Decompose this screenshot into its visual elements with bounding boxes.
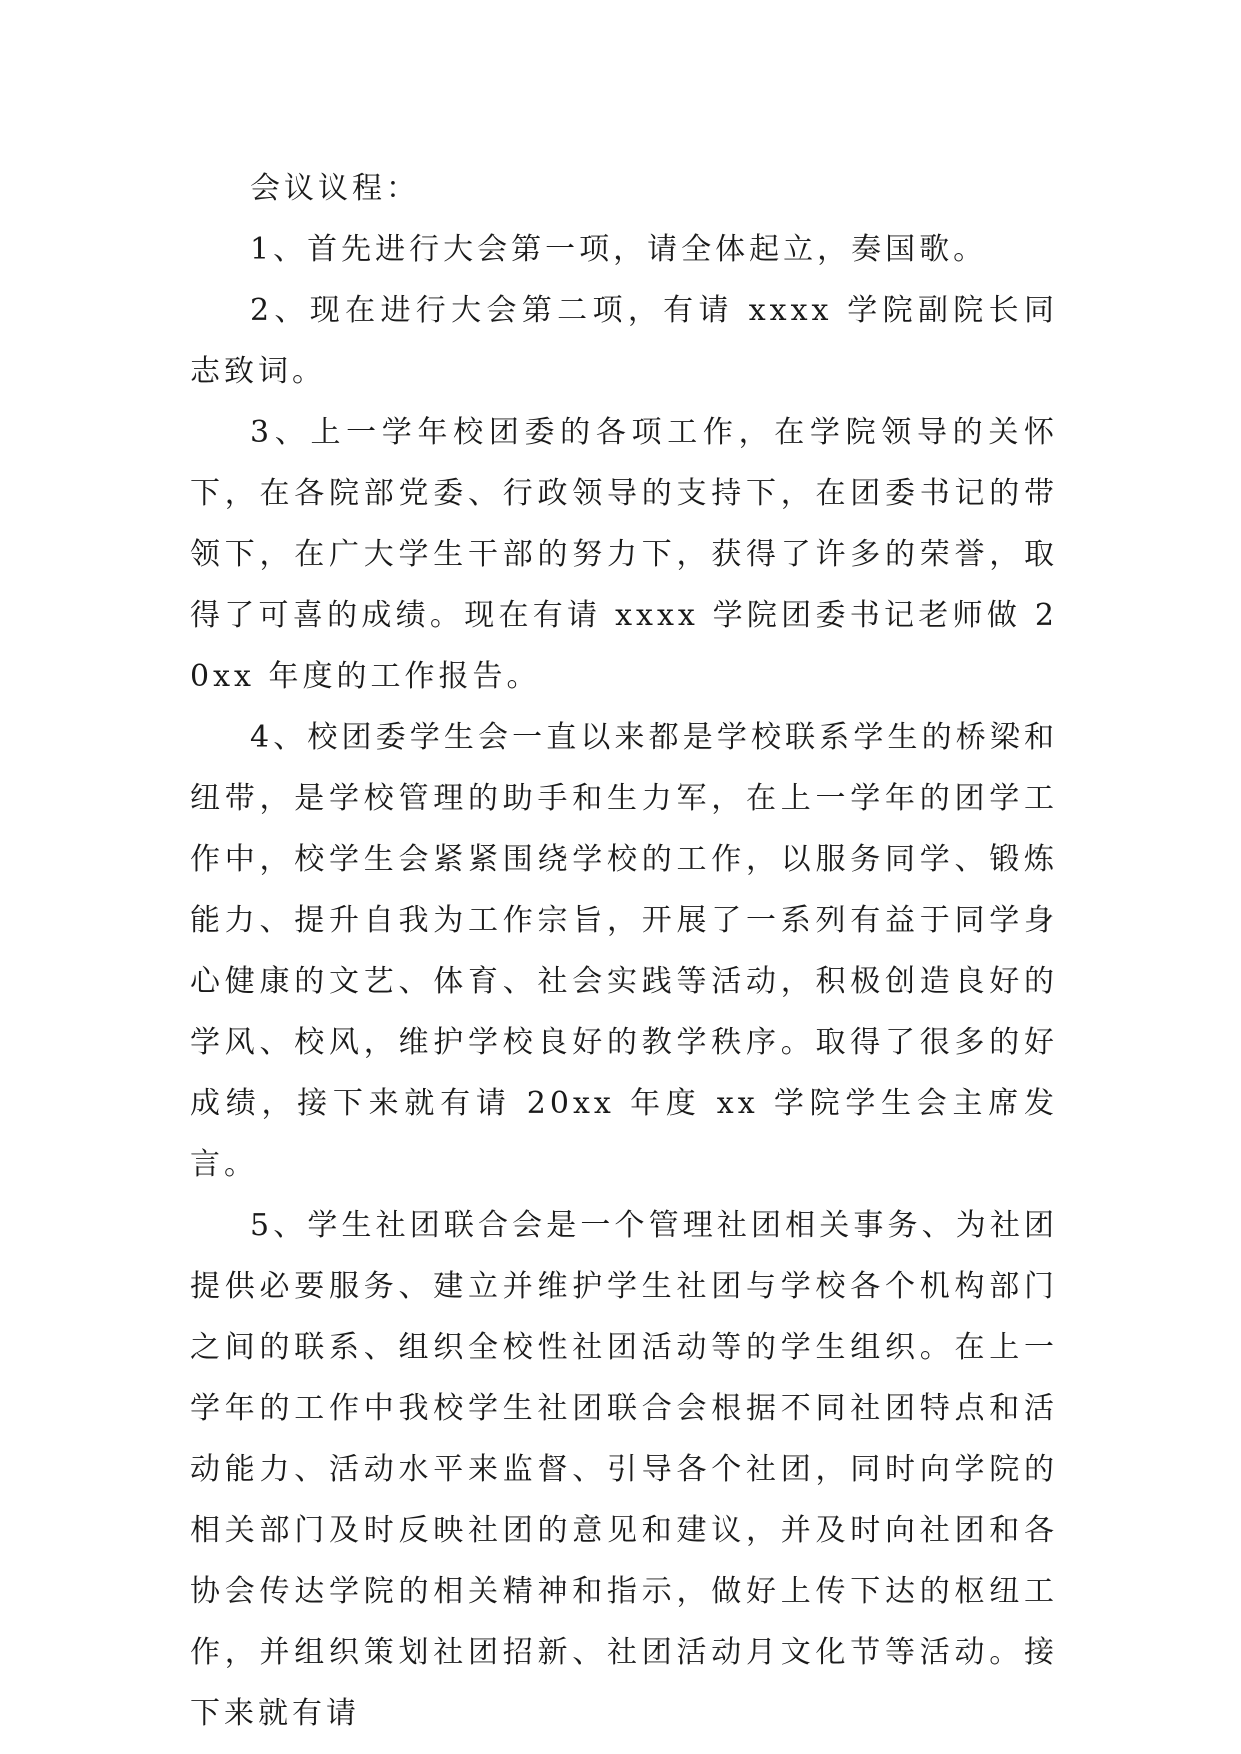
agenda-item-1: 1、首先进行大会第一项，请全体起立，奏国歌。 bbox=[250, 232, 988, 267]
agenda-item-5: 5、学生社团联合会是一个管理社团相关事务、为社团提供必要服务、建立并维护学生社团与学校各个机构部门之间的联系、组织全校性社团活动等的学生组织。在上一学年的工作中我校学生社团联合会根据不同社团特点和活动能力、活动水平来监督、引导各个社团，同时向学院的相关部门及时反映社团的意见和建议，并及时向社团和各协会传达学院的相关精神和指示，做好上传下达的枢纽工作，并组织策划社团招新、社团活动月文化节等活动。接下来就有请 bbox=[190, 1208, 1058, 1731]
agenda-heading: 会议议程： bbox=[250, 171, 420, 206]
document-body bbox=[190, 158, 1058, 1744]
agenda-item-3: 3、上一学年校团委的各项工作，在学院领导的关怀下，在各院部党委、行政领导的支持下，在团委书记的带领下，在广大学生干部的努力下，获得了许多的荣誉，取得了可喜的成绩。现在有请 xxxx 学院团委书记老师做 20xx 年度的工作报告。 bbox=[190, 415, 1058, 694]
agenda-item-4: 4、校团委学生会一直以来都是学校联系学生的桥梁和纽带，是学校管理的助手和生力军，在上一学年的团学工作中，校学生会紧紧围绕学校的工作，以服务同学、锻炼能力、提升自我为工作宗旨，开展了一系列有益于同学身心健康的文艺、体育、社会实践等活动，积极创造良好的学风、校风，维护学校良好的教学秩序。取得了很多的好成绩，接下来就有请 20xx 年度 xx 学院学生会主席发言。 bbox=[190, 720, 1058, 1182]
agenda-item-2: 2、现在进行大会第二项，有请 xxxx 学院副院长同志致词。 bbox=[190, 293, 1058, 389]
